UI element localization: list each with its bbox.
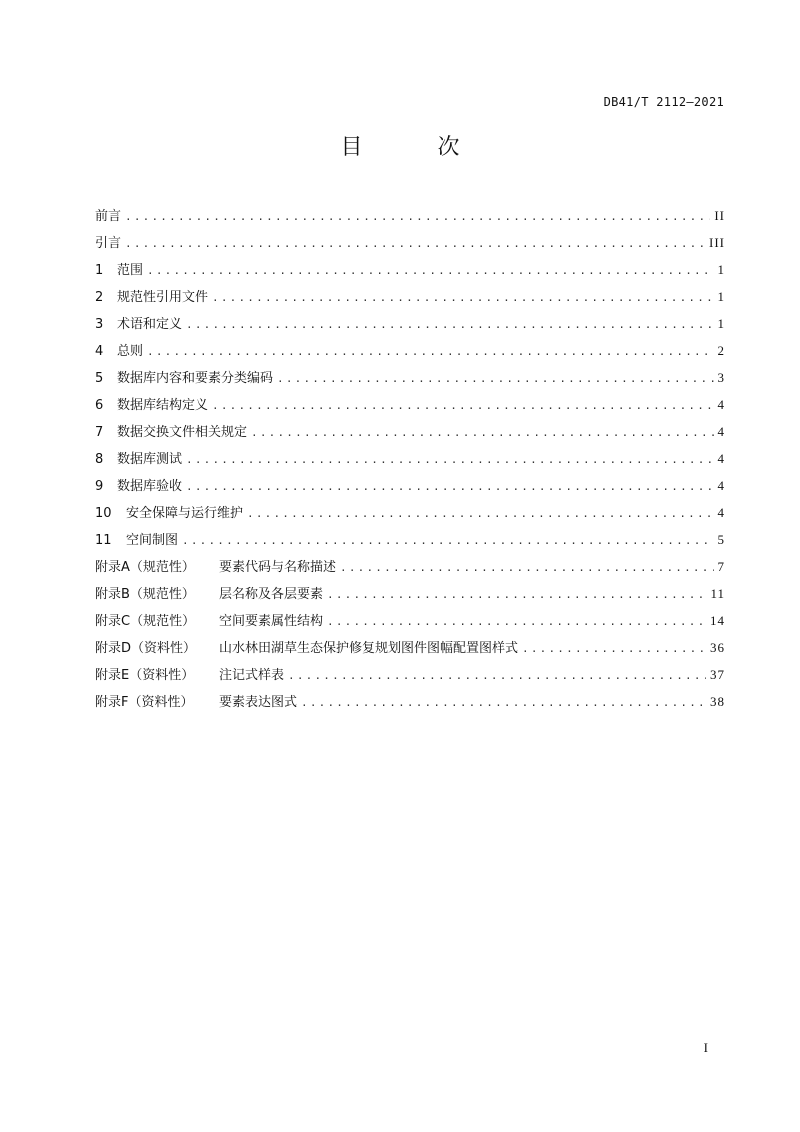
toc-entry-chapter-7[interactable] (95, 418, 725, 445)
toc-entry-title: 数据交换文件相关规定 (117, 425, 248, 440)
toc-entry-title: 总则 (117, 344, 144, 359)
toc-entry-page: 5 (717, 532, 725, 547)
dot-leader (147, 257, 713, 284)
toc-entry-title: 山水林田湖草生态保护修复规划图件图幅配置图样式 (219, 641, 519, 656)
dot-leader (212, 392, 713, 419)
toc-entry-page: 3 (717, 370, 725, 385)
toc-entry-number: 7 (95, 425, 104, 440)
dot-leader (277, 365, 713, 392)
toc-entry-page: 4 (717, 424, 725, 439)
toc-entry-number: 附录C（规范性） (95, 614, 196, 629)
toc-entry-page: 37 (710, 667, 725, 682)
toc-entry-title: 引言 (95, 236, 122, 251)
table-of-contents (95, 202, 725, 715)
toc-entry-title: 空间要素属性结构 (219, 614, 324, 629)
dot-leader (522, 635, 706, 662)
toc-entry-chapter-10[interactable] (95, 499, 725, 526)
toc-entry-page: 4 (717, 451, 725, 466)
toc-entry-chapter-3[interactable] (95, 310, 725, 337)
toc-entry-chapter-2[interactable] (95, 283, 725, 310)
toc-entry-foreword[interactable] (95, 202, 725, 229)
toc-entry-title: 数据库测试 (117, 452, 183, 467)
dot-leader (327, 608, 706, 635)
toc-entry-page: 1 (717, 316, 725, 331)
toc-entry-appendix-b[interactable] (95, 580, 725, 607)
toc-entry-number: 4 (95, 344, 104, 359)
dot-leader (247, 500, 713, 527)
toc-entry-title: 数据库内容和要素分类编码 (117, 371, 274, 386)
toc-entry-page: 11 (710, 586, 725, 601)
toc-entry-number: 附录F（资料性） (95, 695, 194, 710)
toc-entry-chapter-9[interactable] (95, 472, 725, 499)
toc-entry-title: 要素表达图式 (219, 695, 298, 710)
document-code: DB41/T 2112—2021 (603, 95, 724, 109)
toc-entry-number: 8 (95, 452, 104, 467)
dot-leader (327, 581, 706, 608)
toc-entry-title: 层名称及各层要素 (219, 587, 324, 602)
toc-entry-number: 附录A（规范性） (95, 560, 195, 575)
toc-entry-page: 4 (717, 478, 725, 493)
dot-leader (212, 284, 713, 311)
toc-entry-appendix-e[interactable] (95, 661, 725, 688)
toc-entry-page: III (709, 235, 725, 250)
toc-entry-chapter-6[interactable] (95, 391, 725, 418)
toc-entry-number: 附录B（规范性） (95, 587, 195, 602)
toc-entry-appendix-f[interactable] (95, 688, 725, 715)
toc-entry-title: 空间制图 (126, 533, 179, 548)
toc-entry-title: 数据库验收 (117, 479, 183, 494)
toc-entry-appendix-d[interactable] (95, 634, 725, 661)
toc-entry-number: 2 (95, 290, 104, 305)
toc-entry-page: 38 (710, 694, 725, 709)
toc-entry-page: 36 (710, 640, 725, 655)
toc-entry-page: 1 (717, 289, 725, 304)
dot-leader (125, 230, 705, 257)
toc-entry-title: 范围 (117, 263, 144, 278)
toc-entry-chapter-5[interactable] (95, 364, 725, 391)
dot-leader (251, 419, 713, 446)
page-number: I (703, 1040, 708, 1055)
toc-entry-page: 4 (717, 505, 725, 520)
dot-leader (182, 527, 713, 554)
toc-entry-page: 14 (710, 613, 725, 628)
toc-entry-title: 术语和定义 (117, 317, 183, 332)
toc-entry-number: 附录D（资料性） (95, 641, 197, 656)
dot-leader (301, 689, 706, 716)
toc-entry-page: 1 (717, 262, 725, 277)
toc-entry-appendix-a[interactable] (95, 553, 725, 580)
toc-entry-page: 7 (717, 559, 725, 574)
toc-entry-chapter-8[interactable] (95, 445, 725, 472)
toc-entry-title: 数据库结构定义 (117, 398, 209, 413)
toc-entry-page: II (714, 208, 725, 223)
toc-entry-title: 安全保障与运行维护 (126, 506, 244, 521)
toc-entry-introduction[interactable] (95, 229, 725, 256)
toc-entry-title: 要素代码与名称描述 (219, 560, 337, 575)
dot-leader (186, 311, 713, 338)
toc-entry-chapter-11[interactable] (95, 526, 725, 553)
dot-leader (186, 446, 713, 473)
toc-entry-page: 2 (717, 343, 725, 358)
toc-entry-title: 规范性引用文件 (117, 290, 209, 305)
toc-entry-chapter-4[interactable] (95, 337, 725, 364)
toc-entry-title: 注记式样表 (219, 668, 285, 683)
dot-leader (125, 203, 710, 230)
toc-entry-title: 前言 (95, 209, 122, 224)
dot-leader (186, 473, 713, 500)
toc-entry-number: 1 (95, 263, 104, 278)
toc-entry-number: 5 (95, 371, 104, 386)
dot-leader (340, 554, 713, 581)
dot-leader (147, 338, 713, 365)
toc-entry-number: 6 (95, 398, 104, 413)
toc-entry-number: 11 (95, 533, 112, 548)
toc-entry-number: 附录E（资料性） (95, 668, 195, 683)
toc-entry-page: 4 (717, 397, 725, 412)
toc-entry-number: 10 (95, 506, 112, 521)
toc-entry-number: 9 (95, 479, 104, 494)
toc-entry-appendix-c[interactable] (95, 607, 725, 634)
toc-entry-chapter-1[interactable] (95, 256, 725, 283)
toc-entry-number: 3 (95, 317, 104, 332)
dot-leader (288, 662, 706, 689)
page-title: 目 次 (340, 135, 494, 160)
